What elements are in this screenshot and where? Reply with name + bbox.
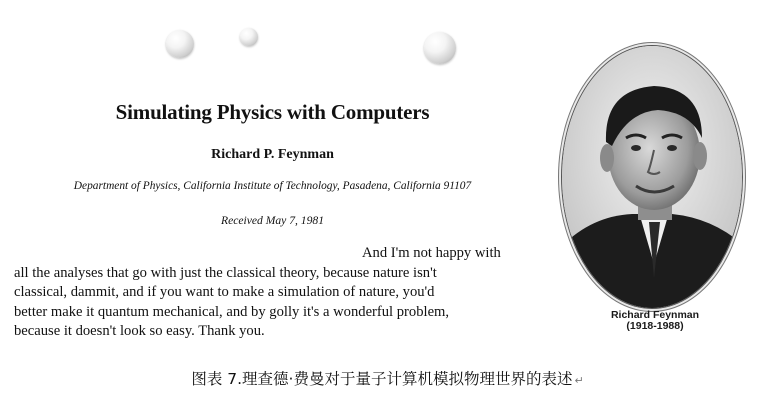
paper-title: Simulating Physics with Computers <box>115 100 430 124</box>
paper-received-date: Received May 7, 1981 <box>220 214 324 227</box>
portrait-image <box>562 46 742 308</box>
quote-line: because it doesn't look so easy. Thank you. <box>14 323 265 339</box>
paragraph-return-icon: ↵ <box>574 374 584 387</box>
decorative-bubble <box>424 32 456 64</box>
feynman-quote <box>14 244 534 342</box>
quote-line: And I'm not happy with <box>362 245 501 261</box>
feynman-portrait <box>562 46 742 308</box>
quote-line: classical, dammit, and if you want to make a simulation of nature, you'd <box>14 284 435 300</box>
quote-line: all the analyses that go with just the classical theory, because nature isn't <box>14 264 437 281</box>
figure-caption <box>0 367 775 389</box>
decorative-bubble <box>240 28 258 46</box>
decorative-bubble <box>166 30 194 58</box>
quote-line: better make it quantum mechanical, and by golly it's a wonderful problem, <box>14 303 450 320</box>
figure-caption-text: 图表 7.理查德·费曼对于量子计算机模拟物理世界的表述 <box>191 370 573 388</box>
paper-affiliation: Department of Physics, California Institute of Technology, Pasadena, California 91107 <box>73 180 472 192</box>
portrait-caption <box>585 310 725 332</box>
portrait-name: Richard Feynman <box>610 309 700 321</box>
portrait-years: (1918-1988) <box>626 320 684 332</box>
paper-author: Richard P. Feynman <box>211 147 334 162</box>
